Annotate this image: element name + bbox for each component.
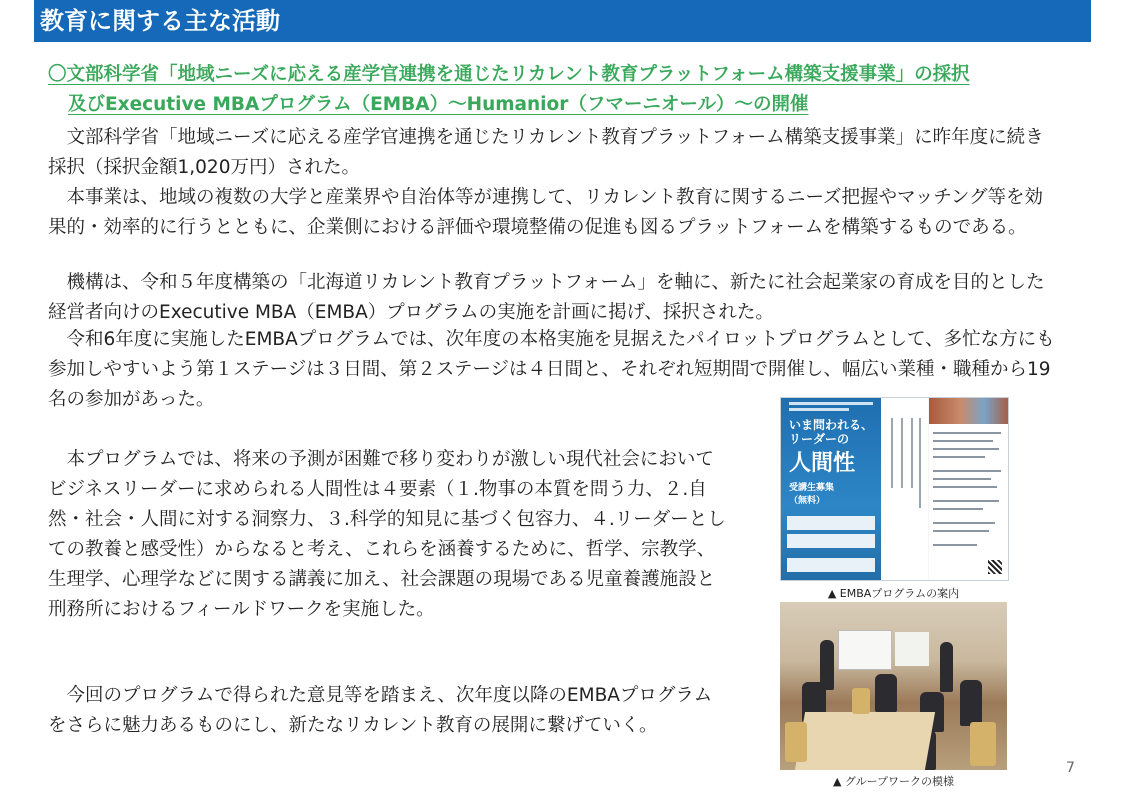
paragraph-adoption: 文部科学省「地域ニーズに応える産学官連携を通じたリカレント教育プラットフォーム構築支援事業」に昨年度に続き採択（採択金額1,020万円）された。 bbox=[48, 127, 1044, 178]
group-work-photo bbox=[780, 602, 1007, 770]
paragraph-project-overview: 本事業は、地域の複数の大学と産業界や自治体等が連携して、リカレント教育に関するニーズ把握やマッチング等を効果的・効率的に行うとともに、企業側における評価や環境整備の促進も図るプラットフォームを構築するものである。 bbox=[48, 187, 1044, 238]
flyer-schedule-area bbox=[929, 398, 1008, 580]
flyer-headline-1: いま問われる、 bbox=[789, 418, 874, 432]
flyer-recruit-label: 受講生募集 bbox=[789, 483, 835, 493]
section-heading-line2: 及びExecutive MBAプログラム（EMBA）～Humanior（フマーニオール）～の開催 bbox=[68, 94, 809, 115]
qr-code-icon bbox=[988, 560, 1002, 574]
flyer-blue-panel bbox=[781, 398, 881, 580]
paragraph-organization-plan: 機構は、令和５年度構築の「北海道リカレント教育プラットフォーム」を軸に、新たに社会起業家の育成を目的とした経営者向けのExecutive MBA（EMBA）プログラムの実施を計画に掲げ、採択された。 bbox=[48, 272, 1045, 323]
paragraph-program-content: 本プログラムでは、将来の予測が困難で移り変わりが激しい現代社会においてビジネスリーダーに求められる人間性は４要素（１.物事の本質を問う力、２.自然・社会・人間に対する洞察力、３.科学的知見に基づく包容力、４.リーダーとしての教養と感受性）からなると考え、これらを涵養するために、哲学、宗教学、生理学、心理学などに関する講義に加え、社会課題の現場である児童養護施設と刑務所におけるフィールドワークを実施した。 bbox=[48, 449, 726, 620]
flyer-free-label: （無料） bbox=[789, 496, 826, 506]
paragraph-future-plan: 今回のプログラムで得られた意見等を踏まえ、次年度以降のEMBAプログラムをさらに魅力あるものにし、新たなリカレント教育の展開に繋げていく。 bbox=[48, 685, 713, 736]
whiteboard bbox=[838, 630, 892, 670]
section-heading-line1: 〇文部科学省「地域ニーズに応える産学官連携を通じたリカレント教育プラットフォーム構築支援事業」の採択 bbox=[48, 64, 970, 85]
emba-flyer-image bbox=[780, 397, 1009, 581]
flyer-headline-2: リーダーの bbox=[789, 432, 850, 446]
photo-caption: ▲ グループワークの模様 bbox=[832, 775, 955, 788]
flyer-caption: ▲ EMBAプログラムの案内 bbox=[827, 587, 960, 600]
flyer-vertical-text-area bbox=[881, 398, 928, 580]
flyer-headline-3: 人間性 bbox=[789, 451, 856, 476]
page-title: 教育に関する主な活動 bbox=[34, 0, 1091, 42]
section-heading bbox=[48, 60, 1088, 120]
flyer-building-photo bbox=[929, 398, 1008, 424]
paragraph-emba-pilot: 令和6年度に実施したEMBAプログラムでは、次年度の本格実施を見据えたパイロットプログラムとして、多忙な方にも参加しやすいよう第１ステージは３日間、第２ステージは４日間と、それぞれ短期間で開催し、幅広い業種・職種から19名の参加があった。 bbox=[48, 329, 1055, 410]
page-number: 7 bbox=[1066, 760, 1075, 776]
